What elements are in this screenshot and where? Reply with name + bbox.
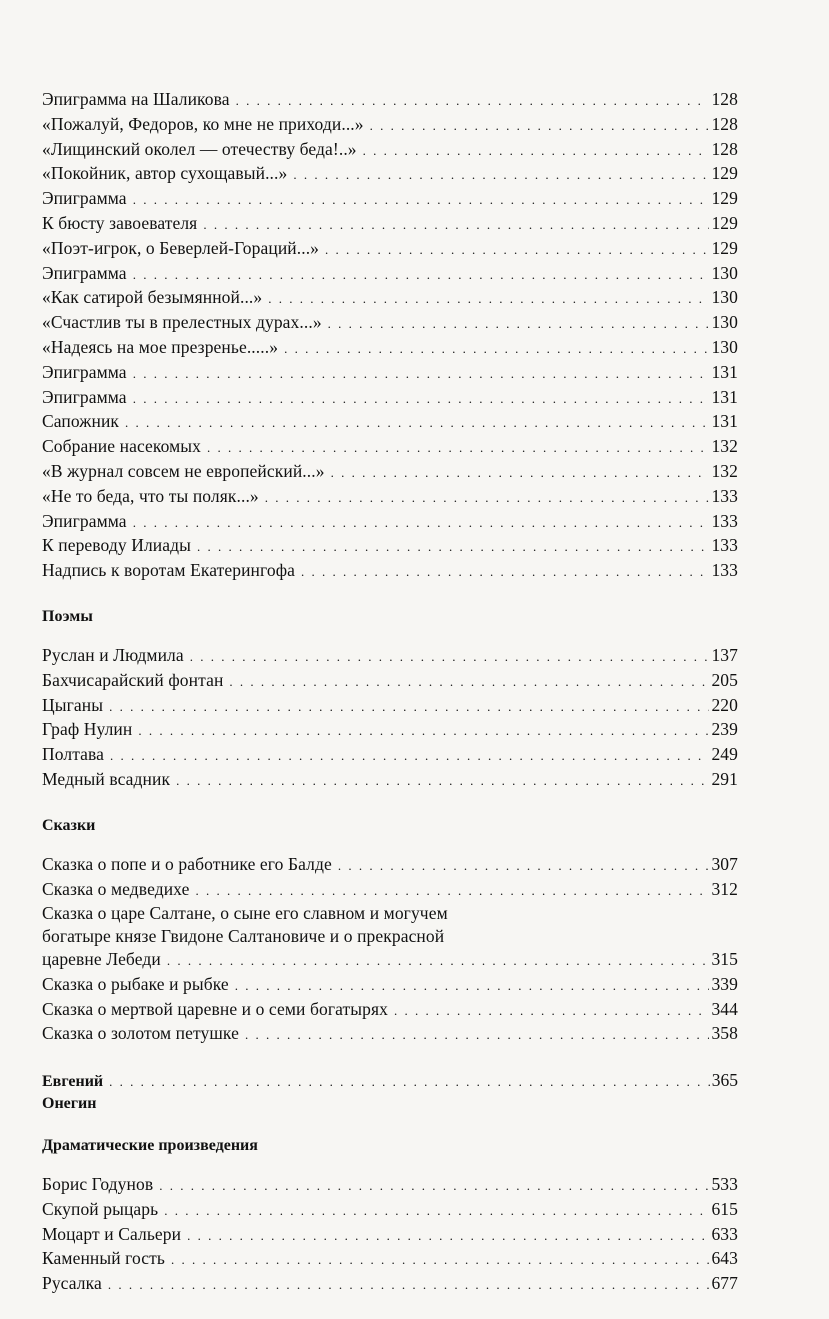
onegin-entry <box>42 1069 738 1115</box>
entry-page: 133 <box>711 560 738 581</box>
toc-entry <box>42 559 738 584</box>
entry-title: Эпиграмма <box>42 262 127 283</box>
entry-title: «Счастлив ты в прелестных дурах...» <box>42 312 322 333</box>
entry-title: Сказка о попе и о работнике его Балде <box>42 853 332 874</box>
entry-page: 132 <box>711 460 738 481</box>
toc-entry <box>42 187 738 212</box>
toc-entry <box>42 410 738 435</box>
toc-entry <box>42 435 738 460</box>
entry-page: 137 <box>711 644 738 665</box>
leader-dots <box>207 437 709 460</box>
entry-title: «Надеясь на мое презренье.....» <box>42 336 279 357</box>
toc-entry <box>42 212 738 237</box>
leader-dots <box>268 288 709 311</box>
leader-dots <box>133 363 710 386</box>
entry-title: Борис Годунов <box>42 1174 154 1195</box>
leader-dots <box>133 512 710 535</box>
entry-last-line <box>42 948 738 973</box>
entry-page: 131 <box>711 361 738 382</box>
entry-title: «Лищинский околел — отечеству беда!..» <box>42 138 357 159</box>
leader-dots <box>138 720 709 743</box>
leader-dots <box>133 264 710 287</box>
entry-title: Цыганы <box>42 694 104 715</box>
leader-dots <box>245 1024 709 1047</box>
drama-section <box>42 1135 738 1297</box>
entry-title-line: богатыре князе Гвидоне Салтановиче и о прекрасной <box>42 926 445 947</box>
toc-entry <box>42 718 738 743</box>
entry-title-line: царевне Лебеди <box>42 948 161 969</box>
entry-title: Граф Нулин <box>42 719 133 740</box>
toc-entry <box>42 113 738 138</box>
leader-dots <box>109 1071 710 1093</box>
toc-entry <box>42 237 738 262</box>
leader-dots <box>187 1225 709 1248</box>
leader-dots <box>301 561 709 584</box>
entry-page: 132 <box>711 436 738 457</box>
toc-entry <box>42 743 738 768</box>
leader-dots <box>328 313 710 336</box>
toc-entry <box>42 510 738 535</box>
entry-page: 339 <box>711 973 738 994</box>
toc-entry <box>42 878 738 903</box>
entry-title: «Пожалуй, Федоров, ко мне не приходи...» <box>42 113 364 134</box>
leader-dots <box>203 214 709 237</box>
entry-page: 315 <box>711 948 738 969</box>
entry-page: 239 <box>711 719 738 740</box>
leader-dots <box>167 950 710 973</box>
entry-page: 358 <box>711 1023 738 1044</box>
entry-page: 249 <box>711 744 738 765</box>
entry-title: Эпиграмма на Шаликова <box>42 89 230 109</box>
entry-title-line: Сказка о царе Салтане, о сыне его славном и могучем <box>42 903 448 924</box>
leader-dots <box>265 487 710 510</box>
entry-page: 130 <box>711 312 738 333</box>
section-heading: Драматические произведения <box>42 1137 258 1155</box>
leader-dots <box>394 1000 709 1023</box>
entry-title: К переводу Илиады <box>42 535 191 556</box>
entry-page: 128 <box>711 138 738 159</box>
leader-dots <box>133 189 710 212</box>
lyric-poems-list <box>42 88 738 584</box>
entry-title: Сказка о мертвой царевне и о семи богатырях <box>42 998 388 1019</box>
leader-dots <box>236 90 710 113</box>
entry-page: 130 <box>711 287 738 308</box>
entry-page: 615 <box>711 1198 738 1219</box>
entry-title: Медный всадник <box>42 768 171 789</box>
poems-section <box>42 606 738 793</box>
entry-page: 128 <box>711 113 738 134</box>
toc-entry <box>42 1272 738 1297</box>
toc-entry <box>42 973 738 998</box>
entry-title: Эпиграмма <box>42 386 127 407</box>
entry-title: Собрание насекомых <box>42 436 202 457</box>
entry-title: Полтава <box>42 744 105 765</box>
leader-dots <box>195 880 709 903</box>
section-heading: Сказки <box>42 816 96 834</box>
entry-page: 133 <box>711 535 738 556</box>
toc-entry <box>42 902 738 972</box>
entry-page: 133 <box>711 510 738 531</box>
toc-entry <box>42 336 738 361</box>
toc-entry <box>42 386 738 411</box>
leader-dots <box>171 1249 709 1272</box>
toc-entry <box>42 162 738 187</box>
toc-entry <box>42 485 738 510</box>
entry-title: Эпиграмма <box>42 361 127 382</box>
leader-dots <box>370 115 710 138</box>
entry-title: К бюсту завоевателя <box>42 212 198 233</box>
toc-entry <box>42 1223 738 1248</box>
leader-dots <box>110 745 709 768</box>
entry-title: «Покойник, автор сухощавый...» <box>42 163 288 184</box>
toc-entry <box>42 669 738 694</box>
leader-dots <box>125 412 709 435</box>
toc-entry <box>42 998 738 1023</box>
section-heading: Евгений Онегин <box>42 1073 104 1113</box>
entry-title: «Не то беда, что ты поляк...» <box>42 485 259 506</box>
entry-title: Эпиграмма <box>42 188 127 209</box>
toc-entry <box>42 138 738 163</box>
toc-entry <box>42 768 738 793</box>
entry-page: 131 <box>711 411 738 432</box>
entry-page: 220 <box>711 694 738 715</box>
leader-dots <box>176 770 709 793</box>
leader-dots <box>159 1175 709 1198</box>
toc-entry <box>42 534 738 559</box>
leader-dots <box>133 388 710 411</box>
entry-page: 131 <box>711 386 738 407</box>
leader-dots <box>325 239 709 262</box>
toc-entry <box>42 853 738 878</box>
entry-title: Сапожник <box>42 411 120 432</box>
leader-dots <box>293 164 709 187</box>
leader-dots <box>363 140 710 163</box>
leader-dots <box>229 671 709 694</box>
toc-entry <box>42 644 738 669</box>
entry-title: Сказка о золотом петушке <box>42 1023 239 1044</box>
entry-page: 643 <box>711 1248 738 1269</box>
entry-title: Каменный гость <box>42 1248 166 1269</box>
entry-page: 365 <box>711 1070 738 1091</box>
entry-page: 128 <box>711 89 738 109</box>
toc-entry <box>42 1022 738 1047</box>
leader-dots <box>197 536 709 559</box>
table-of-contents <box>42 88 738 1319</box>
toc-entry <box>42 1173 738 1198</box>
tales-section <box>42 815 738 1047</box>
toc-entry <box>42 311 738 336</box>
entry-page: 533 <box>711 1174 738 1195</box>
leader-dots <box>190 646 710 669</box>
entry-title: Сказка о медведихе <box>42 878 190 899</box>
entry-page: 307 <box>711 853 738 874</box>
entry-title: «Поэт-игрок, о Беверлей-Гораций...» <box>42 237 320 258</box>
entry-title: Надпись к воротам Екатерингофа <box>42 560 296 581</box>
entry-title: Бахчисарайский фонтан <box>42 669 224 690</box>
leader-dots <box>284 338 709 361</box>
entry-title: Русалка <box>42 1273 102 1294</box>
entry-page: 129 <box>711 237 738 258</box>
entry-title: «Как сатирой безымянной...» <box>42 287 263 308</box>
toc-entry <box>42 1198 738 1223</box>
entry-title: Моцарт и Сальери <box>42 1223 182 1244</box>
entry-page: 344 <box>711 998 738 1019</box>
leader-dots <box>338 855 710 878</box>
entry-title: Эпиграмма <box>42 510 127 531</box>
leader-dots <box>108 1274 710 1297</box>
toc-entry <box>42 694 738 719</box>
leader-dots <box>164 1200 709 1223</box>
section-heading: Поэмы <box>42 607 93 625</box>
entry-title: Руслан и Людмила <box>42 644 184 665</box>
entry-page: 677 <box>711 1273 738 1294</box>
entry-title: Сказка о рыбаке и рыбке <box>42 973 229 994</box>
toc-entry <box>42 1247 738 1272</box>
entry-page: 129 <box>711 188 738 209</box>
toc-entry <box>42 88 738 113</box>
entry-page: 130 <box>711 336 738 357</box>
entry-page: 129 <box>711 212 738 233</box>
entry-page: 633 <box>711 1223 738 1244</box>
entry-page: 205 <box>711 669 738 690</box>
leader-dots <box>109 696 709 719</box>
entry-page: 291 <box>711 768 738 789</box>
entry-title: Скупой рыцарь <box>42 1198 159 1219</box>
toc-entry <box>42 460 738 485</box>
toc-entry <box>42 361 738 386</box>
entry-page: 133 <box>711 485 738 506</box>
leader-dots <box>331 462 710 485</box>
entry-page: 130 <box>711 262 738 283</box>
leader-dots <box>235 975 710 998</box>
entry-page: 312 <box>711 878 738 899</box>
toc-entry <box>42 286 738 311</box>
toc-entry <box>42 262 738 287</box>
entry-title: «В журнал совсем не европейский...» <box>42 460 325 481</box>
entry-page: 129 <box>711 163 738 184</box>
